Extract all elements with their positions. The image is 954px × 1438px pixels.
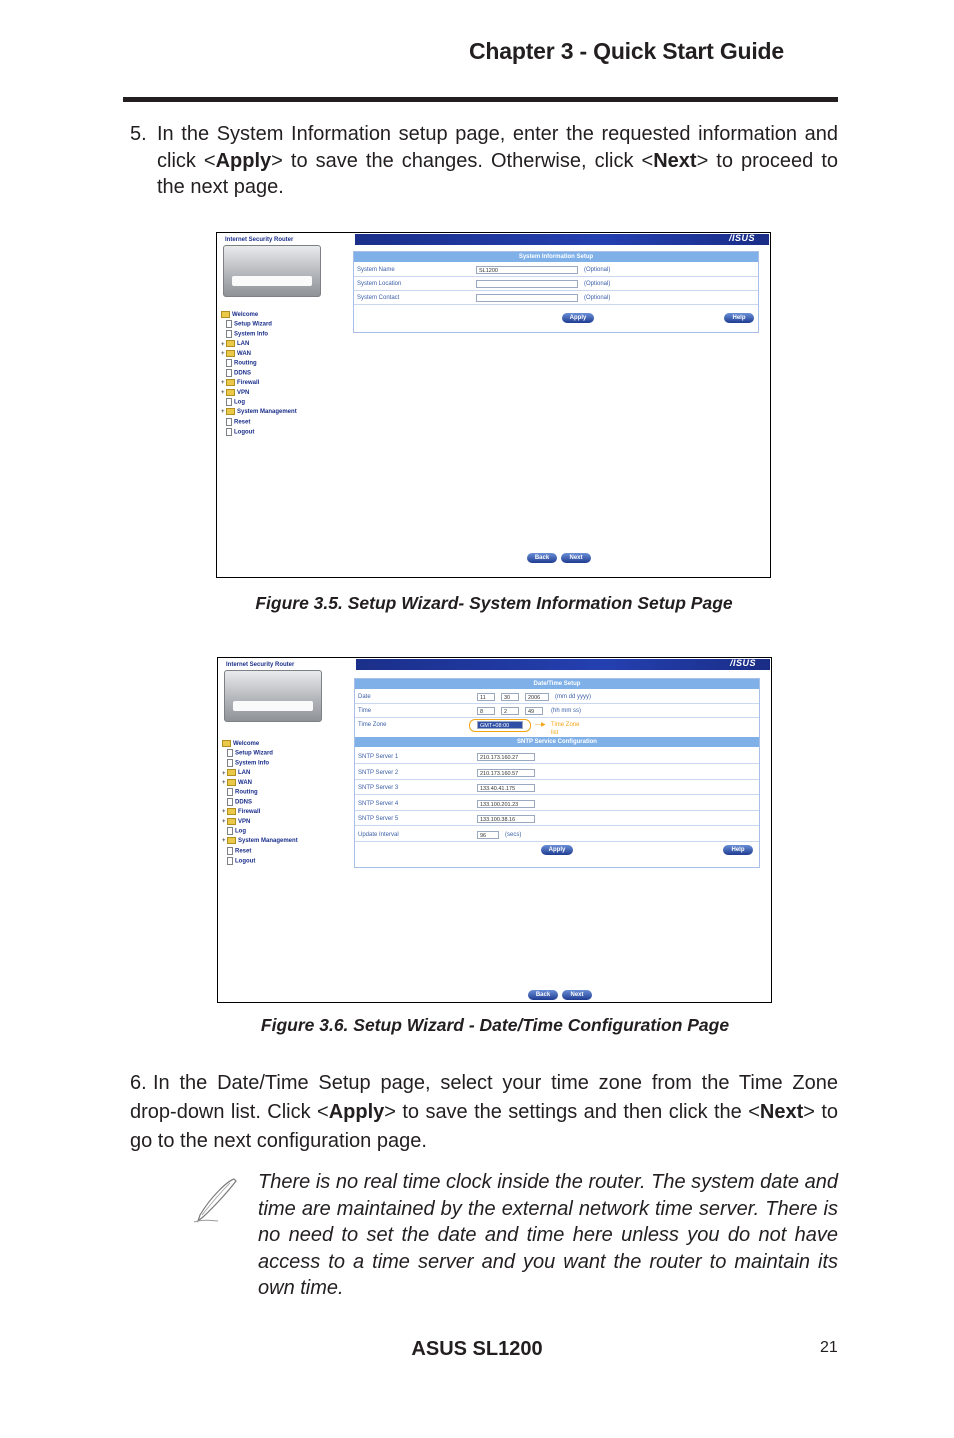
nav-tree	[222, 740, 298, 867]
nav-item-ddns[interactable]	[222, 798, 298, 808]
time-zone-annotation-list: list	[551, 730, 559, 736]
nav-item-reset[interactable]	[222, 847, 298, 857]
page-icon	[226, 428, 232, 436]
sntp-label: SNTP Server 3	[358, 785, 399, 791]
nav-item-system-info[interactable]	[222, 759, 298, 769]
page-number: 21	[820, 1339, 838, 1356]
row-system-contact	[354, 292, 758, 305]
sntp-input[interactable]: 210.173.160.57	[477, 769, 535, 777]
sntp-input[interactable]: 133.100.201.23	[477, 800, 535, 808]
nav-item-vpn[interactable]: + VPN	[221, 389, 250, 396]
row-time	[355, 705, 759, 718]
sntp-hint: (secs)	[505, 831, 522, 838]
step-5-text-3: > to proceed to the next page.	[157, 149, 838, 198]
arrow-icon: —▶	[535, 722, 546, 728]
next-button[interactable]: Next	[562, 990, 592, 1000]
step-6-text-3: > to go to the next configuration page.	[130, 1101, 838, 1152]
nav-item-label: Logout	[235, 858, 256, 865]
nav-item-label: System Info	[234, 332, 269, 339]
nav-item-label: Setup Wizard	[234, 322, 272, 329]
nav-item-lan[interactable]: + LAN	[221, 341, 250, 348]
footer-title: ASUS SL1200	[411, 1338, 543, 1360]
step-5-apply: Apply	[215, 149, 272, 172]
nav-item-label: DDNS	[234, 370, 252, 377]
sntp-label: Update Interval	[358, 831, 399, 838]
date-time-panel	[354, 678, 760, 868]
step-6-text	[130, 1069, 838, 1156]
brand-label: Internet Security Router	[226, 662, 295, 668]
row-system-name	[354, 264, 758, 277]
nav-item-reset[interactable]	[221, 418, 297, 428]
row-sntp-4	[355, 798, 759, 811]
nav-item-label: DDNS	[235, 799, 253, 806]
hint-optional: (Optional)	[584, 281, 611, 287]
step-6-next: Next	[759, 1101, 804, 1123]
folder-icon	[227, 779, 236, 786]
folder-icon	[227, 769, 236, 776]
nav-item-label: Welcome	[232, 312, 259, 319]
label-time: Time	[358, 708, 372, 714]
hint-optional: (Optional)	[584, 295, 611, 301]
row-system-location	[354, 278, 758, 291]
header-rule	[123, 97, 838, 102]
folder-icon	[227, 818, 236, 825]
nav-item-label: Routing	[234, 361, 257, 367]
row-sntp-1	[355, 751, 759, 764]
time-zone-annotation: Time Zone	[551, 722, 580, 728]
page-icon	[227, 749, 233, 757]
figure-3-5-screenshot	[216, 232, 771, 578]
nav-item-logout[interactable]	[222, 857, 298, 867]
router-image	[223, 245, 321, 297]
nav-item-setup-wizard[interactable]	[222, 749, 298, 759]
nav-item-welcome[interactable]	[222, 740, 298, 749]
sntp-label: SNTP Server 2	[358, 769, 399, 776]
page-icon	[226, 398, 232, 406]
page-icon	[227, 827, 233, 835]
page-icon	[227, 759, 233, 767]
page-icon	[227, 798, 233, 806]
nav-item-label: VPN	[238, 818, 251, 825]
sntp-label: SNTP Server 1	[358, 754, 399, 760]
brand-label: Internet Security Router	[225, 237, 294, 243]
nav-item-label: Reset	[235, 848, 252, 855]
time-minute-input[interactable]: 2	[501, 707, 519, 715]
label-system-location: System Location	[357, 281, 402, 287]
time-second-input[interactable]: 49	[525, 707, 543, 715]
step-5-next: Next	[653, 149, 697, 172]
nav-item-label: Firewall	[238, 809, 261, 816]
sntp-input[interactable]: 96	[477, 831, 499, 839]
date-hint: (mm dd yyyy)	[555, 694, 591, 700]
nav-item-label: WAN	[238, 780, 252, 787]
nav-item-label: Routing	[235, 790, 258, 796]
apply-button[interactable]: Apply	[541, 845, 573, 855]
sntp-input[interactable]: 133.40.41.175	[477, 784, 535, 792]
time-zone-select[interactable]: GMT+08:00	[477, 721, 523, 729]
nav-item-label: Setup Wizard	[235, 751, 273, 758]
page-icon	[227, 788, 233, 796]
top-nav-band	[356, 659, 770, 670]
nav-item-label: LAN	[238, 770, 251, 777]
nav-item-routing[interactable]	[222, 788, 298, 798]
back-button[interactable]: Back	[528, 990, 558, 1000]
page-icon	[226, 369, 232, 377]
nav-item-label: Firewall	[237, 380, 260, 387]
step-5-number: 5.	[130, 123, 147, 145]
label-system-contact: System Contact	[357, 295, 400, 301]
step-5-text-2: > to save the changes. Otherwise, click <	[271, 149, 654, 172]
date-day-input[interactable]: 30	[501, 693, 519, 701]
nav-item-label: Log	[234, 399, 245, 406]
nav-item-lan[interactable]: + LAN	[222, 770, 251, 777]
step-5-text-1: In the System Information setup page, enter the requested information and click <	[157, 123, 838, 172]
asus-logo: /ISUS	[730, 658, 757, 668]
folder-icon	[226, 340, 235, 347]
page-icon	[226, 359, 232, 367]
system-contact-input[interactable]	[476, 294, 578, 302]
step-6-apply: Apply	[328, 1101, 385, 1123]
sntp-input[interactable]: 210.173.160.27	[477, 753, 535, 761]
sntp-title: SNTP Service Configuration	[355, 737, 759, 747]
nav-item-system-management[interactable]: + System Management	[221, 409, 297, 416]
sntp-label: SNTP Server 5	[358, 816, 399, 822]
help-button[interactable]: Help	[723, 845, 753, 855]
figure-3-6-screenshot	[217, 657, 772, 1003]
page-icon	[227, 847, 233, 855]
folder-icon	[227, 808, 236, 815]
nav-item-label: Logout	[234, 429, 255, 436]
nav-item-welcome[interactable]	[221, 311, 297, 320]
nav-item-system-info[interactable]	[221, 330, 297, 340]
nav-item-firewall[interactable]: + Firewall	[222, 809, 261, 816]
step-6	[130, 1069, 838, 1156]
page-icon	[226, 320, 232, 328]
nav-item-ddns[interactable]	[221, 369, 297, 379]
row-time-zone	[355, 719, 759, 736]
label-system-name: System Name	[357, 267, 395, 273]
folder-icon	[226, 389, 235, 396]
label-time-zone: Time Zone	[358, 722, 387, 728]
nav-item-logout[interactable]	[221, 428, 297, 438]
page-icon	[226, 330, 232, 338]
nav-item-label: Reset	[234, 419, 251, 426]
date-year-input[interactable]: 2006	[525, 693, 549, 701]
section-title: Date/Time Setup	[355, 679, 759, 689]
nav-tree	[221, 311, 297, 438]
nav-item-setup-wizard[interactable]	[221, 320, 297, 330]
system-name-input[interactable]: SL1200	[476, 266, 578, 274]
row-sntp-6	[355, 829, 759, 842]
sntp-input[interactable]: 133.100.38.16	[477, 815, 535, 823]
step-5-text	[157, 121, 838, 201]
nav-item-label: VPN	[237, 389, 250, 396]
figure-3-6-caption: Figure 3.6. Setup Wizard - Date/Time Configuration Page	[260, 1015, 730, 1035]
note-text: There is no real time clock inside the router. The system date and time are maintained by the external network time server. There is no need to set the date and time here unless you do not have access to a time server and you want the router to maintain its own time.	[258, 1171, 838, 1299]
section-title: System Information Setup	[354, 252, 758, 262]
next-button[interactable]: Next	[561, 553, 591, 563]
nav-item-system-management[interactable]: + System Management	[222, 838, 298, 845]
system-location-input[interactable]	[476, 280, 578, 288]
folder-icon	[222, 740, 231, 747]
page-icon	[227, 857, 233, 865]
nav-item-label: System Management	[237, 409, 297, 416]
hint-optional: (Optional)	[584, 267, 611, 273]
nav-item-log[interactable]	[222, 827, 298, 837]
pen-note-icon	[190, 1175, 240, 1225]
step-6-text-2: > to save the settings and then click the <	[384, 1101, 760, 1123]
nav-item-firewall[interactable]: + Firewall	[221, 380, 260, 387]
sntp-label: SNTP Server 4	[358, 800, 399, 807]
row-date	[355, 691, 759, 704]
folder-icon	[226, 379, 235, 386]
top-nav-band	[355, 234, 769, 245]
time-hint: (hh mm ss)	[551, 708, 581, 714]
row-sntp-2	[355, 767, 759, 780]
back-button[interactable]: Back	[527, 553, 557, 563]
apply-button[interactable]: Apply	[562, 313, 594, 323]
nav-item-label: System Management	[238, 838, 298, 845]
figure-3-5-caption: Figure 3.5. Setup Wizard- System Information Setup Page	[255, 593, 733, 613]
row-sntp-5	[355, 813, 759, 826]
folder-icon	[227, 837, 236, 844]
step-6-number: 6.	[130, 1072, 147, 1094]
row-sntp-3	[355, 782, 759, 795]
time-hour-input[interactable]: 8	[477, 707, 495, 715]
nav-item-label: WAN	[237, 351, 251, 358]
router-image	[224, 670, 322, 722]
nav-item-wan[interactable]: + WAN	[221, 351, 251, 358]
nav-item-label: Log	[235, 828, 246, 835]
chapter-title: Chapter 3 - Quick Start Guide	[469, 38, 784, 64]
nav-item-routing[interactable]	[221, 359, 297, 369]
nav-item-wan[interactable]: + WAN	[222, 780, 252, 787]
system-info-panel	[353, 251, 759, 333]
page-icon	[226, 418, 232, 426]
label-date: Date	[358, 694, 371, 700]
nav-item-label: System Info	[235, 761, 270, 768]
folder-icon	[226, 350, 235, 357]
nav-item-log[interactable]	[221, 398, 297, 408]
nav-item-vpn[interactable]: + VPN	[222, 818, 251, 825]
folder-icon	[226, 408, 235, 415]
date-month-input[interactable]: 11	[477, 693, 495, 701]
step-6-text-1: In the Date/Time Setup page, select your time zone from the Time Zone drop-down list. Click <	[130, 1072, 838, 1123]
help-button[interactable]: Help	[724, 313, 754, 323]
asus-logo: /ISUS	[729, 233, 756, 243]
folder-icon	[221, 311, 230, 318]
nav-item-label: Welcome	[233, 741, 260, 748]
nav-item-label: LAN	[237, 341, 250, 348]
step-5	[130, 121, 838, 201]
